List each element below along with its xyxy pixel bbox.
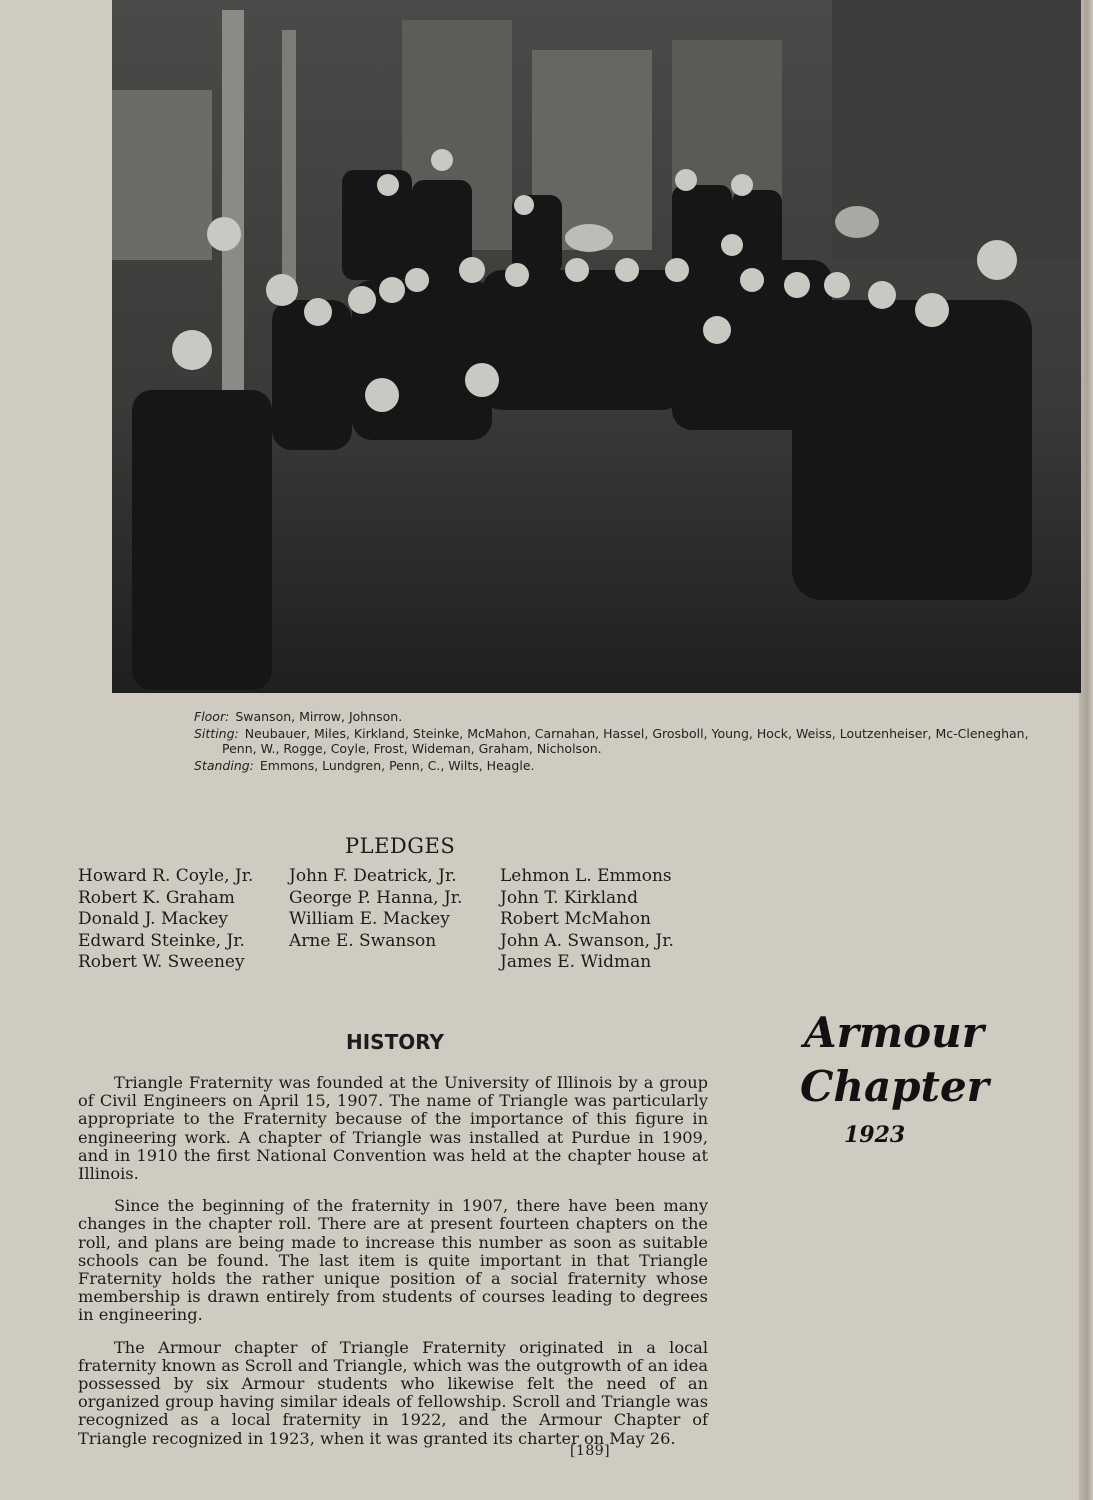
pledge-name: Howard R. Coyle, Jr. — [78, 866, 254, 886]
group-photo-illustration — [112, 0, 1081, 693]
chapter-name: Armour — [804, 1008, 984, 1057]
page-edge — [1079, 0, 1093, 1500]
caption-standing-label: Standing: — [194, 758, 254, 773]
caption-standing — [194, 758, 1044, 773]
pledge-name: Donald J. Mackey — [78, 909, 229, 930]
pledge-name: John T. Kirkland — [500, 887, 638, 908]
pledge-name: George P. Hanna, Jr. — [289, 887, 463, 908]
pledge-name: William E. Mackey — [289, 909, 450, 930]
chapter-year: 1923 — [844, 1122, 906, 1148]
history-paragraph: Triangle Fraternity was founded at the University of Illinois by a group of Civil Engineers on April 15, 1907. The name of Triangle was particularly appropriate to the Fraternity because of the importance of this figure in engineering work. A chapter of Triangle was installed at Purdue in 1909, and in 1910 the first National Convention was held at the chapter house at Illinois. — [78, 1073, 708, 1184]
pledge-name: Robert K. Graham — [78, 887, 235, 908]
pledge-name: Lehmon L. Emmons — [500, 866, 672, 886]
history-title: HISTORY — [346, 1030, 445, 1054]
chapter-word: Chapter — [800, 1062, 989, 1111]
pledges-column-1 — [78, 866, 253, 974]
chapter-heading — [800, 1008, 1000, 1148]
caption-floor — [194, 709, 1044, 724]
pledges-title: PLEDGES — [345, 834, 456, 858]
pledges-column-2 — [289, 866, 462, 952]
history-paragraph: Since the beginning of the fraternity in 1907, there have been many changes in the chapter roll. There are at present fourteen chapters on the roll, and plans are being made to increase this number as soon as suitable schools can be found. The last item is quite important in that Triangle Fraternity holds the rather unique position of a social fraternity whose membership is drawn entirely from students of courses leading to degrees in engineering. — [78, 1196, 708, 1325]
history-body — [78, 1074, 708, 1462]
pledge-name: Robert McMahon — [500, 909, 651, 930]
pledges-column-3 — [500, 866, 674, 974]
caption-floor-label: Floor: — [194, 709, 230, 724]
group-photo — [112, 0, 1081, 693]
caption-standing-names: Emmons, Lundgren, Penn, C., Wilts, Heagle. — [259, 758, 535, 773]
caption-sitting-label: Sitting: — [194, 726, 239, 741]
pledge-name: James E. Widman — [500, 952, 652, 973]
photo-caption — [194, 709, 1044, 775]
pledge-name: John F. Deatrick, Jr. — [289, 866, 457, 886]
pledge-name: Robert W. Sweeney — [78, 952, 245, 973]
history-paragraph: The Armour chapter of Triangle Fraternity originated in a local fraternity known as Scroll and Triangle, which was the outgrowth of an idea possessed by six Armour students who likewise felt the need of an organized group having similar ideals of fellowship. Scroll and Triangle was recognized as a local fraternity in 1922, and the Armour Chapter of Triangle recognized in 1923, when it was granted its charter on May 26. — [78, 1337, 708, 1448]
pledge-name: John A. Swanson, Jr. — [500, 930, 674, 951]
pledge-name: Arne E. Swanson — [289, 930, 437, 951]
caption-sitting — [194, 726, 1044, 756]
caption-sitting-names: Neubauer, Miles, Kirkland, Steinke, McMahon, Carnahan, Hassel, Grosboll, Young, Hock, Weiss, Loutzenheiser, Mc-Cleneghan, Penn, W., Rogge, Coyle, Frost, Wideman, Graham, Nicholson. — [222, 726, 1029, 756]
caption-floor-names: Swanson, Mirrow, Johnson. — [235, 709, 403, 724]
page-number: [189] — [570, 1443, 611, 1459]
pledge-name: Edward Steinke, Jr. — [78, 930, 245, 951]
